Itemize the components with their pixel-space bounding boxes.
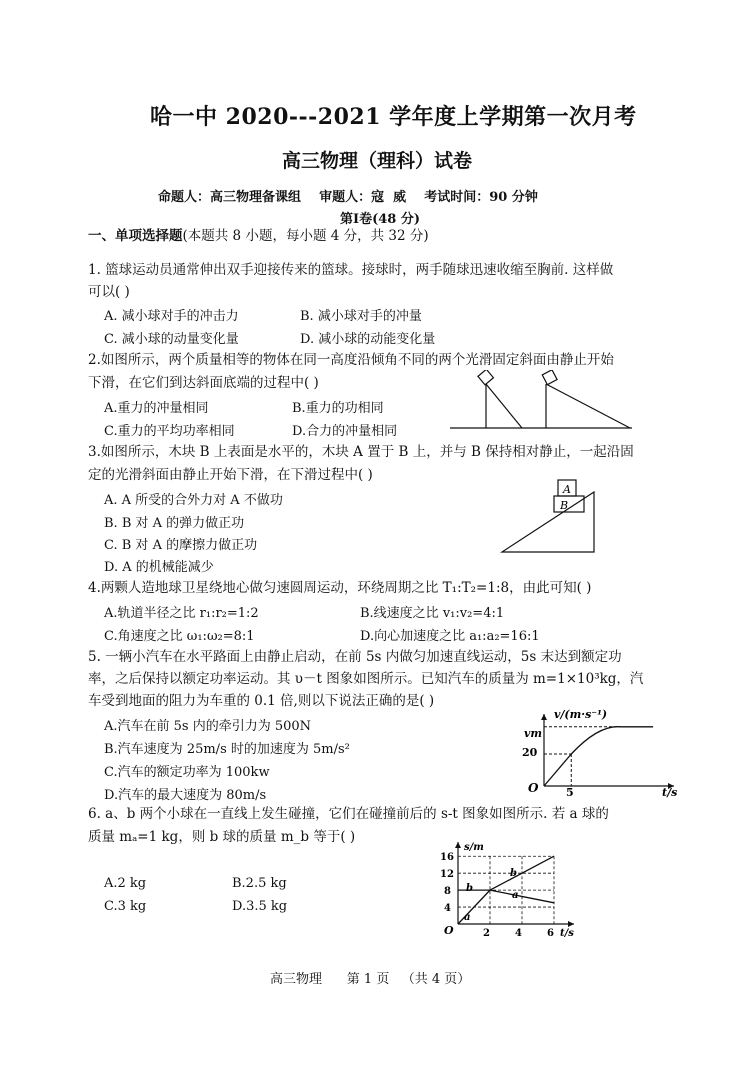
q1-option-c[interactable]: C. 减小球的动量变化量 bbox=[104, 332, 239, 347]
page-footer: 高三物理 第 1 页 （共 4 页） bbox=[270, 972, 471, 987]
q6-x-tick-6: 6 bbox=[547, 928, 554, 939]
q6-y-tick-8: 8 bbox=[444, 886, 451, 897]
q5-stem-1: 5. 一辆小汽车在水平路面上由静止启动，在前 5s 内做匀加速直线运动，5s 末达到额定功 bbox=[88, 649, 622, 665]
q5-y-tick-20: 20 bbox=[522, 746, 538, 759]
q3-option-c[interactable]: C. B 对 A 的摩擦力做正功 bbox=[104, 538, 258, 553]
q6-st-graph bbox=[436, 838, 596, 942]
exam-subtitle: 高三物理（理科）试卷 bbox=[282, 150, 473, 172]
q6-origin: O bbox=[444, 924, 454, 937]
q4-option-b[interactable]: B.线速度之比 v₁:v₂=4:1 bbox=[360, 606, 505, 621]
q2-option-d[interactable]: D.合力的冲量相同 bbox=[292, 424, 398, 439]
volume-label: 第Ⅰ卷(48 分) bbox=[340, 212, 420, 227]
q6-label-a-right: a bbox=[512, 890, 519, 901]
q5-stem-3: 车受到地面的阻力为车重的 0.1 倍,则以下说法正确的是( ) bbox=[88, 693, 435, 709]
q3-option-b[interactable]: B. B 对 A 的弹力做正功 bbox=[104, 516, 245, 531]
q6-option-b[interactable]: B.2.5 kg bbox=[232, 876, 287, 891]
q6-y-tick-4: 4 bbox=[444, 903, 451, 914]
q2-stem-1: 2.如图所示，两个质量相等的物体在同一高度沿倾角不同的两个光滑固定斜面由静止开始 bbox=[88, 352, 614, 368]
exam-authors: 命题人：高三物理备课组 审题人：寇 威 考试时间：90 分钟 bbox=[158, 190, 538, 205]
q5-x-tick-5: 5 bbox=[566, 786, 574, 799]
q5-curve bbox=[544, 727, 653, 786]
q6-x-tick-4: 4 bbox=[515, 928, 522, 939]
q6-y-tick-12: 12 bbox=[440, 869, 454, 880]
q3-option-d[interactable]: D. A 的机械能减少 bbox=[104, 560, 214, 575]
q6-label-b-right: b bbox=[510, 868, 517, 879]
q6-y-tick-16: 16 bbox=[440, 852, 454, 863]
q6-x-axis-label: t/s bbox=[560, 928, 574, 939]
q6-x-arrow bbox=[568, 921, 574, 927]
q5-origin: O bbox=[528, 781, 539, 795]
q5-power-curve bbox=[571, 727, 653, 754]
q5-y-arrow bbox=[541, 714, 547, 720]
q3-label-a: A bbox=[563, 483, 571, 496]
q3-stem-1: 3.如图所示，木块 B 上表面是水平的，木块 A 置于 B 上，并与 B 保持相对静止，一起沿固 bbox=[88, 444, 634, 460]
q5-vt-graph bbox=[514, 704, 684, 804]
q5-y-axis-label: v/(m·s⁻¹) bbox=[554, 708, 608, 721]
q6-option-c[interactable]: C.3 kg bbox=[104, 899, 147, 914]
q6-option-a[interactable]: A.2 kg bbox=[104, 876, 147, 891]
q2-option-b[interactable]: B.重力的功相同 bbox=[292, 401, 384, 416]
q5-stem-2: 率，之后保持以额定功率运动。其 υ－t 图象如图所示。已知汽车的质量为 m=1×10³kg，汽 bbox=[88, 671, 644, 687]
q6-stem-2: 质量 mₐ=1 kg，则 b 球的质量 m_b 等于( ) bbox=[88, 829, 356, 845]
q5-option-d[interactable]: D.汽车的最大速度为 80m/s bbox=[104, 788, 267, 803]
section-heading bbox=[88, 226, 429, 246]
q1-option-a[interactable]: A. 减小球对手的冲击力 bbox=[104, 309, 239, 324]
q6-x-tick-2: 2 bbox=[483, 928, 490, 939]
q3-option-a[interactable]: A. A 所受的合外力对 A 不做功 bbox=[104, 493, 283, 508]
section-title: 一、单项选择题 bbox=[88, 228, 183, 244]
q1-option-d[interactable]: D. 减小球的动能变化量 bbox=[300, 332, 436, 347]
q3-blocks-figure bbox=[498, 474, 598, 554]
exam-title: 哈一中 2020---2021 学年度上学期第一次月考 bbox=[150, 104, 637, 130]
q1-stem-2: 可以( ) bbox=[88, 284, 130, 300]
q3-block-b bbox=[554, 496, 584, 512]
q6-y-arrow bbox=[455, 842, 461, 848]
q6-stem-1: 6. a、b 两个小球在一直线上发生碰撞，它们在碰撞前后的 s-t 图象如图所示. 若 a 球的 bbox=[88, 806, 609, 822]
q6-option-d[interactable]: D.3.5 kg bbox=[232, 899, 288, 914]
q2-steep-incline bbox=[478, 370, 522, 428]
q4-option-c[interactable]: C.角速度之比 ω₁:ω₂=8:1 bbox=[104, 629, 255, 644]
q6-label-b-left: b bbox=[466, 883, 473, 894]
q3-stem-2: 定的光滑斜面由静止开始下滑，在下滑过程中( ) bbox=[88, 467, 373, 483]
q4-stem-1: 4.两颗人造地球卫星绕地心做匀速圆周运动，环绕周期之比 T₁:T₂=1:8，由此可知( ) bbox=[88, 580, 592, 596]
section-note: (本题共 8 小题，每小题 4 分，共 32 分) bbox=[182, 228, 429, 244]
q3-label-b: B bbox=[560, 499, 569, 512]
q1-stem-1: 1. 篮球运动员通常伸出双手迎接传来的篮球。接球时，两手随球迅速收缩至胸前. 这样做 bbox=[88, 262, 614, 278]
q5-x-axis-label: t/s bbox=[662, 786, 678, 799]
q5-axes bbox=[541, 714, 674, 789]
q4-option-d[interactable]: D.向心加速度之比 a₁:a₂=16:1 bbox=[360, 629, 540, 644]
q5-option-b[interactable]: B.汽车速度为 25m/s 时的加速度为 5m/s² bbox=[104, 742, 350, 757]
q5-option-a[interactable]: A.汽车在前 5s 内的牵引力为 500N bbox=[104, 719, 312, 734]
q2-option-a[interactable]: A.重力的冲量相同 bbox=[104, 401, 209, 416]
q2-option-c[interactable]: C.重力的平均功率相同 bbox=[104, 424, 235, 439]
q5-option-c[interactable]: C.汽车的额定功率为 100kw bbox=[104, 765, 270, 780]
q2-gentle-incline bbox=[542, 370, 630, 428]
q6-y-axis-label: s/m bbox=[464, 842, 484, 853]
q5-vm-label: vm bbox=[524, 727, 543, 740]
q2-stem-2: 下滑，在它们到达斜面底端的过程中( ) bbox=[88, 375, 319, 391]
q2-inclines-figure bbox=[450, 370, 640, 436]
q5-accel-segment bbox=[544, 754, 571, 786]
q1-option-b[interactable]: B. 减小球对手的冲量 bbox=[300, 309, 422, 324]
q3-incline bbox=[502, 492, 594, 552]
q4-option-a[interactable]: A.轨道半径之比 r₁:r₂=1:2 bbox=[104, 606, 259, 621]
q6-label-a-lower: a bbox=[464, 912, 471, 923]
